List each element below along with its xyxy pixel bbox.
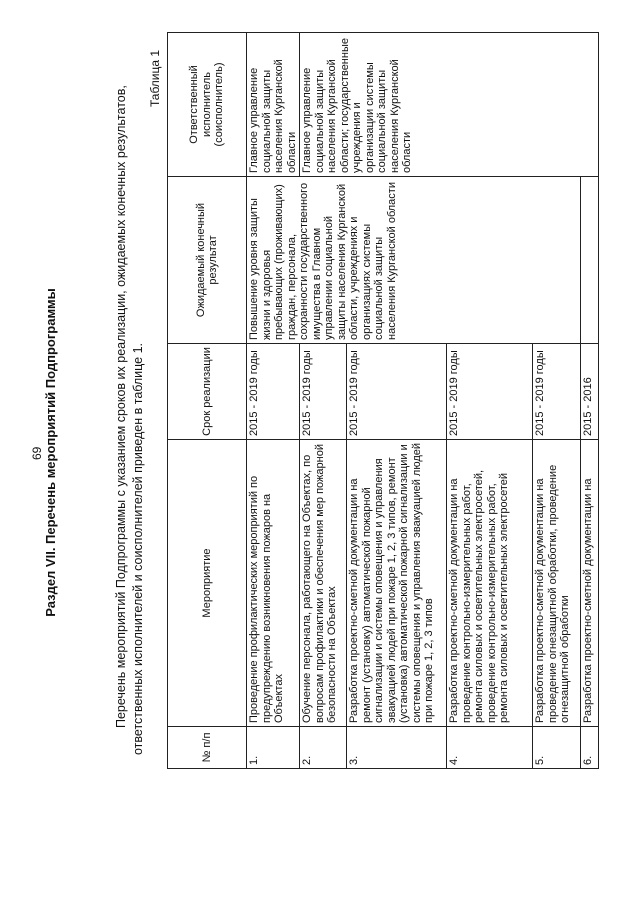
row-executor: Главное управление социальной защиты населения Курганской области; государственные учреждения и организации системы социальной защиты населения Курганской области (300, 33, 599, 177)
row-result (581, 177, 599, 344)
row-event: Разработка проектно-сметной документации на ремонт (установку) автоматической пожарной сигнализации и системы оповещения и управления эвакуацией людей при пожаре 1, 2, 3 типов, ремонт (установка) автоматической пожарной сигнализации и системы оповещения и управления эвакуацией людей при пожаре 1, 2, 3 типов (347, 440, 447, 727)
row-event: Проведение профилактических мероприятий по предупреждению возникновения пожаров на Объектах (247, 440, 300, 727)
row-event: Обучение персонала, работающего на Объектах, по вопросам профилактики и обеспечения мер пожарной безопасности на Объектах (300, 440, 347, 727)
row-number: 4. (447, 727, 533, 769)
row-term: 2015 - 2016 (581, 344, 599, 440)
table-header-row (168, 33, 247, 769)
page-number: 69 (30, 446, 44, 460)
row-result: Повышение уровня защиты жизни и здоровья пребывающих (проживающих) граждан, персонала, сохранности государственного имущества в Главном управлении социальной защиты населения Курганской области, учреждениях и организациях системы социальной защиты населения Курганской области (247, 177, 581, 344)
row-term: 2015 - 2019 годы (300, 344, 347, 440)
row-number: 6. (581, 727, 599, 769)
row-term: 2015 - 2019 годы (347, 344, 447, 440)
column-header: № п/п (168, 727, 247, 769)
table-label: Таблица 1 (148, 49, 162, 107)
row-executor: Главное управление социальной защиты населения Курганской области (247, 33, 300, 177)
column-header: Ожидаемый конечный результат (168, 177, 247, 344)
table-row (247, 33, 300, 769)
section-heading: Раздел VII. Перечень мероприятий Подпрограммы (43, 288, 58, 617)
row-number: 3. (347, 727, 447, 769)
row-event: Разработка проектно-сметной документации на проведение огнезащитной обработки, проведение огнезащитной обработки (533, 440, 581, 727)
row-term: 2015 - 2019 годы (247, 344, 300, 440)
row-event: Разработка проектно-сметной документации на проведение контрольно-измерительных работ, ремонта силовых и осветительных электросетей, проведение контрольно-измерительных работ, ремонта силовых и осветительных электросетей (447, 440, 533, 727)
column-header: Срок реализации (168, 344, 247, 440)
row-term: 2015 - 2019 годы (533, 344, 581, 440)
intro-paragraph: Перечень мероприятий Подпрограммы с указанием сроков их реализации, ожидаемых конечных результатов, ответственных исполнителей и соисполнителей приведен в таблице 1. (114, 85, 145, 755)
table-row (300, 33, 347, 769)
column-header: Ответственный исполнитель (соисполнитель) (168, 33, 247, 177)
column-header: Мероприятие (168, 440, 247, 727)
events-table (167, 32, 599, 769)
row-number: 5. (533, 727, 581, 769)
row-number: 2. (300, 727, 347, 769)
row-term: 2015 - 2019 годы (447, 344, 533, 440)
row-number: 1. (247, 727, 300, 769)
row-event: Разработка проектно-сметной документации на (581, 440, 599, 727)
